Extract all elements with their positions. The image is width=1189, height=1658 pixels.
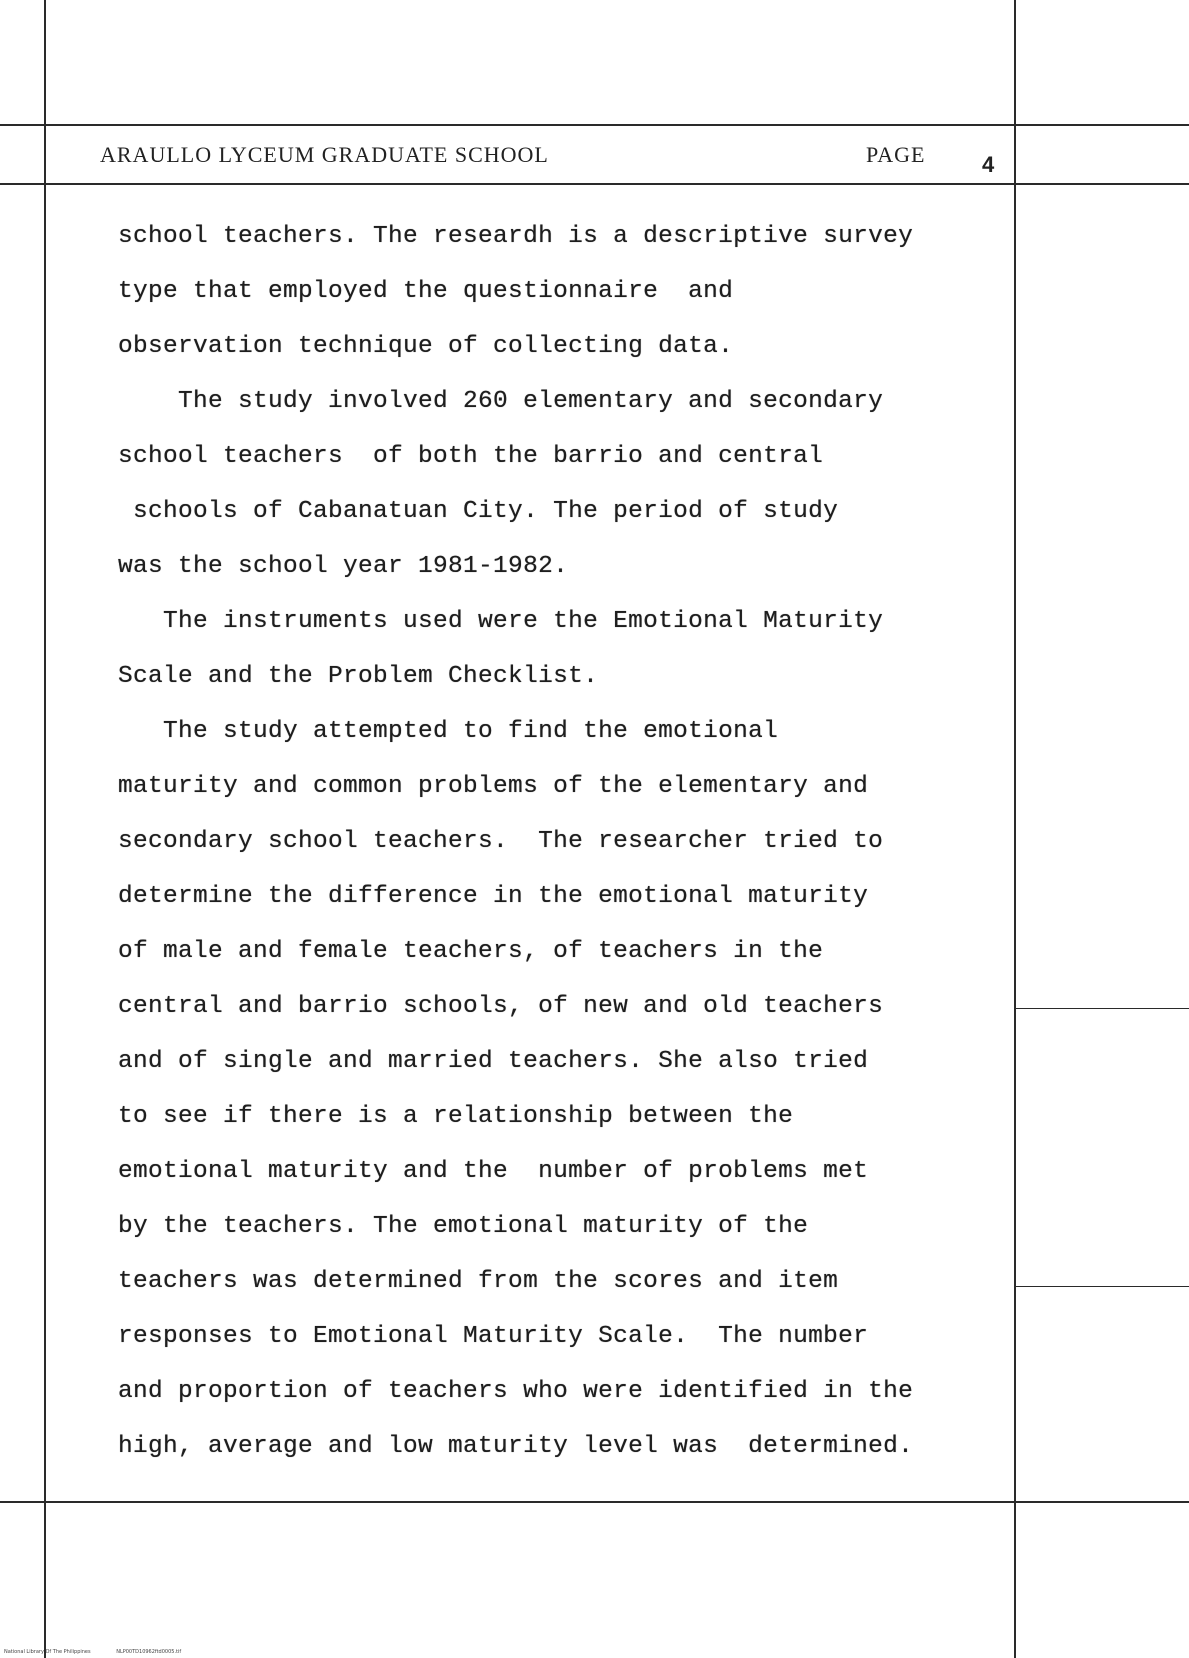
text-line: was the school year 1981-1982. bbox=[118, 553, 569, 580]
right-side-tick bbox=[1016, 1008, 1189, 1009]
text-line: by the teachers. The emotional maturity of the bbox=[118, 1213, 809, 1240]
page-number: 4 bbox=[982, 152, 996, 177]
header-top-rule bbox=[0, 124, 1189, 126]
text-line: and of single and married teachers. She also tried bbox=[118, 1048, 869, 1075]
text-line: and proportion of teachers who were identified in the bbox=[118, 1378, 914, 1405]
header-bottom-rule bbox=[0, 183, 1189, 185]
text-line: of male and female teachers, of teachers in the bbox=[118, 938, 824, 965]
left-margin-rule bbox=[44, 0, 46, 1658]
text-line: to see if there is a relationship between the bbox=[118, 1103, 794, 1130]
text-line: secondary school teachers. The researcher tried to bbox=[118, 828, 884, 855]
page-header bbox=[100, 136, 1000, 176]
text-line: The study attempted to find the emotional bbox=[118, 718, 779, 745]
page-label: PAGE bbox=[866, 142, 926, 167]
right-margin-rule bbox=[1014, 0, 1016, 1658]
text-line: Scale and the Problem Checklist. bbox=[118, 663, 599, 690]
text-line: teachers was determined from the scores and item bbox=[118, 1268, 839, 1295]
text-line: responses to Emotional Maturity Scale. The number bbox=[118, 1323, 869, 1350]
text-line: The instruments used were the Emotional Maturity bbox=[118, 608, 884, 635]
text-line: type that employed the questionnaire and bbox=[118, 278, 734, 305]
text-line: determine the difference in the emotional maturity bbox=[118, 883, 869, 910]
text-line: central and barrio schools, of new and old teachers bbox=[118, 993, 884, 1020]
text-line: emotional maturity and the number of problems met bbox=[118, 1158, 869, 1185]
file-id: NLP00TD10962ftd0005.tif bbox=[116, 1649, 182, 1655]
scan-credit bbox=[4, 1649, 205, 1655]
text-line: observation technique of collecting data. bbox=[118, 333, 734, 360]
footer-rule bbox=[0, 1501, 1189, 1503]
school-name: ARAULLO LYCEUM GRADUATE SCHOOL bbox=[100, 142, 549, 167]
text-line: maturity and common problems of the elementary and bbox=[118, 773, 869, 800]
text-line: The study involved 260 elementary and secondary bbox=[118, 388, 884, 415]
text-line: schools of Cabanatuan City. The period of study bbox=[118, 498, 839, 525]
right-side-tick bbox=[1016, 1286, 1189, 1287]
library-name: National Library Of The Philippines bbox=[4, 1649, 91, 1655]
text-line: school teachers. The researdh is a descriptive survey bbox=[118, 223, 914, 250]
text-line: high, average and low maturity level was determined. bbox=[118, 1433, 914, 1460]
text-line: school teachers of both the barrio and central bbox=[118, 443, 824, 470]
